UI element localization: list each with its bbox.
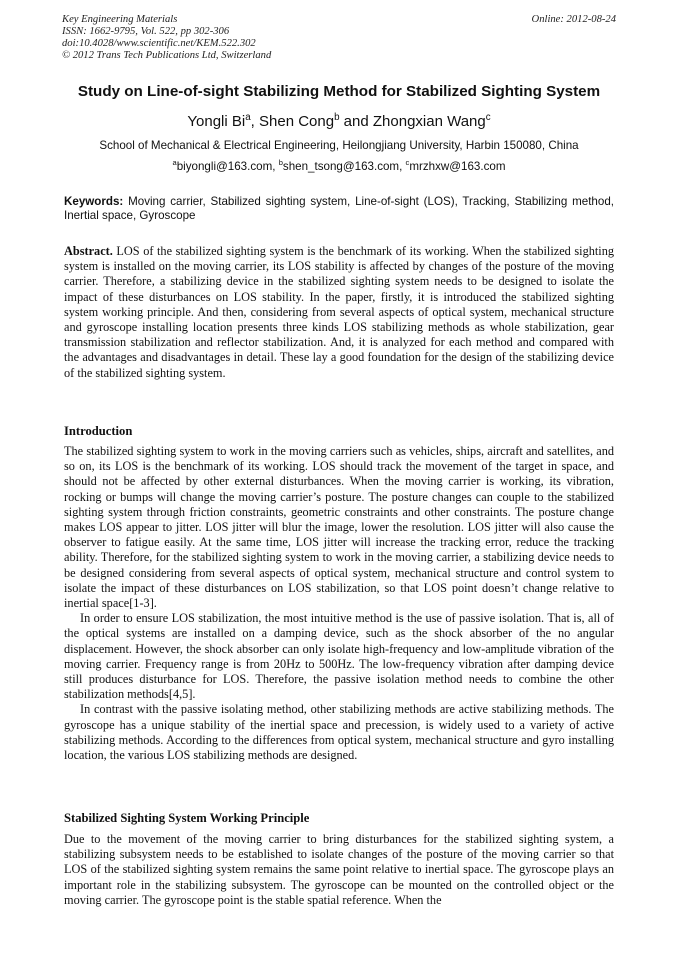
email-superscript: a — [172, 158, 177, 168]
introduction-section — [64, 444, 614, 763]
affiliation: School of Mechanical & Electrical Engineering, Heilongjiang University, Harbin 150080, China — [99, 139, 579, 152]
author-emails — [40, 160, 638, 174]
email-superscript: b — [278, 158, 283, 168]
paragraph: In contrast with the passive isolating method, other stabilizing methods are active stabilizing methods. The gyroscope has a unique stability of the inertial space and precession, is widely used to a variety of active stabilizing methods. According to the differences from optical system, mechanical structure and gyro installing location, the various LOS stabilizing methods are designed. — [64, 702, 614, 763]
doi-line: doi:10.4028/www.scientific.net/KEM.522.302 — [62, 38, 256, 49]
email-address: mrzhxw@163.com — [409, 160, 506, 173]
abstract-text: LOS of the stabilized sighting system is the benchmark of its working. When the stabilized sighting system is installed on the moving carrier, its LOS stability is affected by changes of the posture of the moving carrier. Therefore, a stabilizing device in the stabilized sighting system needs to be designed to isolate the impact of these disturbances on LOS stability. In the paper, firstly, it is introduced the stabilized sighting system working principle. And then, considering from several aspects of optical system, mechanical structure and gyroscope installing location presents three kinds LOS stabilizing methods as whole stabilization, gear transmission stabilization and reflector stabilization. And, it is analyzed for each method and compared with the advantages and disadvantages in detail. These lay a good foundation for the design of the stabilizing device of the stabilized sighting system. — [64, 244, 614, 380]
email-address: biyongli@163.com, — [176, 160, 279, 173]
working-principle-section — [64, 832, 614, 908]
keywords-label: Keywords: — [64, 195, 124, 208]
author-name: Shen Cong — [259, 113, 335, 130]
section-heading-working-principle: Stabilized Sighting System Working Principle — [64, 811, 310, 825]
abstract-block — [64, 244, 614, 381]
journal-header — [62, 14, 616, 62]
author-superscript: a — [245, 112, 251, 123]
paragraph: The stabilized sighting system to work in the moving carriers such as vehicles, ships, aircraft and satellites, and so on, its LOS is the benchmark of its working. LOS should track the movement of the target in space, and should not be affected by other external disturbances. When the moving carrier is working, its vibration, rocking or bumps will change the moving carrier’s posture. The posture changes can couple to the stabilized sighting system through friction constraints, geometric constraints and other constraints. The posture change makes LOS appear to jitter. LOS jitter will blur the image, lower the resolution. LOS jitter will also cause the observer to fatigue easily. At the same time, LOS jitter will increase the tracking error, reduce the tracking ability. Therefore, for the stabilized sighting system to work in the moving carrier, a stabilizing device needs to be designed considering from several aspects of optical system, mechanical structure and control system to isolate the impact of these disturbances on LOS stabilization, so that LOS point doesn’t change relative to inertial space[1-3]. — [64, 444, 614, 611]
paragraph: Due to the movement of the moving carrier to bring disturbances for the stabilized sighting system, a stabilizing subsystem needs to be established to isolate changes of the posture of the moving carrier so that LOS of the stabilized sighting system remains the same point relative to inertial space. The gyroscope plays an important role in the stabilizing subsystem. The gyroscope can be mounted on the controlled object or the moving carrier. The gyroscope point is the stable spatial reference. When the — [64, 832, 614, 907]
issn-line: ISSN: 1662-9795, Vol. 522, pp 302-306 — [62, 26, 230, 37]
journal-name: Key Engineering Materials — [62, 14, 178, 25]
paper-title: Study on Line-of-sight Stabilizing Method for Stabilized Sighting System — [77, 83, 601, 100]
section-heading-introduction: Introduction — [64, 424, 133, 438]
author-separator: , — [250, 113, 259, 130]
keywords-text: Moving carrier, Stabilized sighting system, Line-of-sight (LOS), Tracking, Stabilizing method, Inertial space, Gyroscope — [64, 195, 614, 223]
author-superscript: b — [334, 112, 340, 123]
abstract-label: Abstract. — [64, 244, 113, 258]
email-superscript: c — [405, 158, 410, 168]
paragraph: In order to ensure LOS stabilization, the most intuitive method is the use of passive isolation. That is, all of the optical systems are installed on a damping device, such as the shock absorber of the no angular displacement. However, the shock absorber can only isolate high-frequency and low-amplitude vibration of the moving carrier. Frequency range is from 20Hz to 500Hz. The low-frequency vibration after damping device still produces disturbance for LOS. Therefore, the passive isolation method needs to combine the other stabilization methods[4,5]. — [64, 611, 614, 702]
author-name: Zhongxian Wang — [372, 113, 486, 130]
author-name: Yongli Bi — [187, 113, 246, 130]
author-superscript: c — [485, 112, 491, 123]
email-address: shen_tsong@163.com, — [282, 160, 406, 173]
author-list — [40, 113, 638, 131]
keywords-block — [64, 195, 614, 224]
abstract-paragraph — [64, 244, 614, 381]
author-separator: and — [339, 113, 373, 130]
copyright-line: © 2012 Trans Tech Publications Ltd, Switzerland — [62, 50, 272, 61]
online-date: Online: 2012-08-24 — [531, 14, 616, 25]
